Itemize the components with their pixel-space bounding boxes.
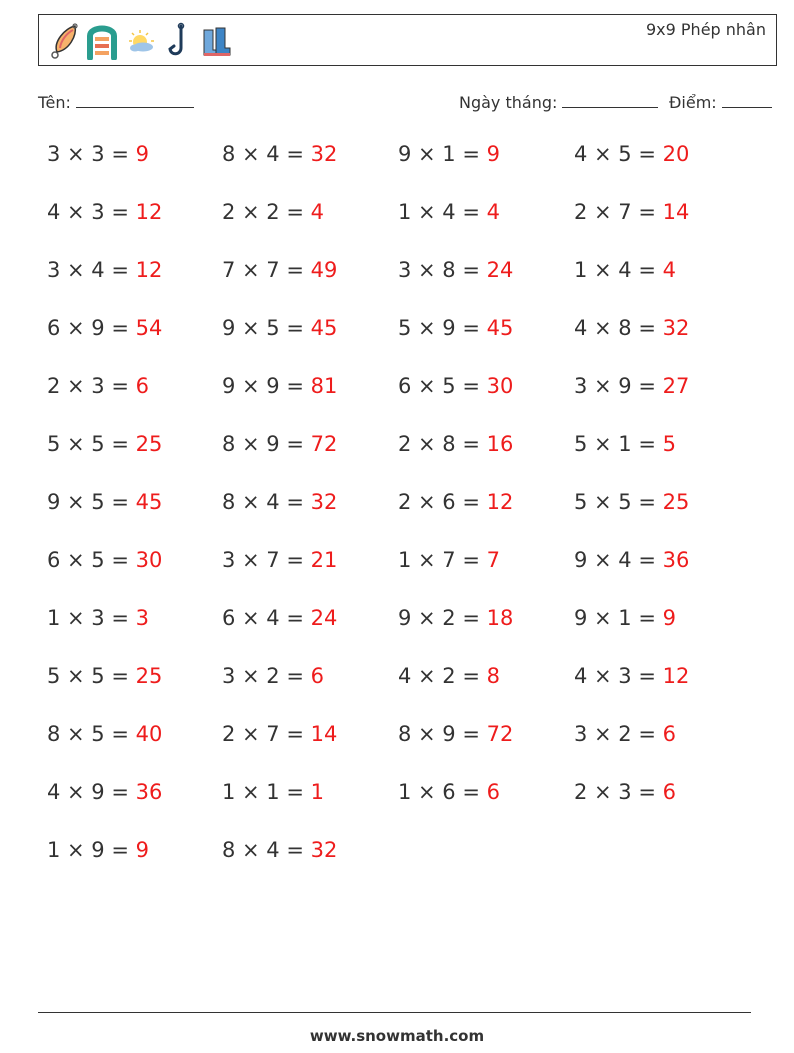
problem-question: 8 × 4 =	[222, 142, 311, 166]
problem-answer: 12	[135, 200, 163, 224]
problem	[398, 258, 513, 282]
problem-question: 1 × 1 =	[222, 780, 311, 804]
problem-question: 9 × 5 =	[222, 316, 311, 340]
inflatable-boat-icon	[85, 22, 119, 60]
problem-answer: 81	[310, 374, 338, 398]
problem-answer: 21	[310, 548, 338, 572]
problem-answer: 25	[135, 432, 163, 456]
problem-answer: 7	[486, 548, 500, 572]
problem-answer: 32	[310, 490, 338, 514]
name-field	[38, 93, 194, 112]
problem	[222, 722, 337, 746]
problem-question: 4 × 2 =	[398, 664, 487, 688]
problem-question: 9 × 4 =	[574, 548, 663, 572]
problem-answer: 30	[486, 374, 514, 398]
score-label: Điểm:	[669, 93, 717, 112]
problem	[47, 722, 162, 746]
problem-answer: 72	[310, 432, 338, 456]
problem-answer: 14	[662, 200, 690, 224]
problem	[398, 548, 500, 572]
problem	[47, 316, 162, 340]
score-field	[669, 93, 772, 112]
problem-question: 2 × 7 =	[574, 200, 663, 224]
problem-answer: 9	[662, 606, 676, 630]
problem-question: 1 × 6 =	[398, 780, 487, 804]
problem	[47, 200, 162, 224]
problem	[222, 664, 324, 688]
problem-question: 3 × 2 =	[222, 664, 311, 688]
problem-question: 1 × 7 =	[398, 548, 487, 572]
problem	[222, 258, 337, 282]
problem-question: 3 × 9 =	[574, 374, 663, 398]
problem-answer: 54	[135, 316, 163, 340]
problem	[398, 374, 513, 398]
problem-answer: 1	[310, 780, 324, 804]
problem-question: 6 × 4 =	[222, 606, 311, 630]
problem	[47, 142, 149, 166]
problem	[574, 316, 689, 340]
fishing-lure-icon	[47, 22, 81, 60]
problem-question: 8 × 5 =	[47, 722, 136, 746]
footer-divider	[38, 1012, 751, 1013]
problem-question: 2 × 7 =	[222, 722, 311, 746]
problem-question: 5 × 5 =	[574, 490, 663, 514]
problem-question: 3 × 8 =	[398, 258, 487, 282]
problem-answer: 49	[310, 258, 338, 282]
date-field	[459, 93, 658, 112]
name-label: Tên:	[38, 93, 71, 112]
worksheet-title: 9x9 Phép nhân	[645, 20, 766, 39]
problem-answer: 32	[310, 838, 338, 862]
problem	[574, 142, 689, 166]
problem-question: 1 × 3 =	[47, 606, 136, 630]
problem	[47, 490, 162, 514]
problem-answer: 36	[662, 548, 690, 572]
problem-answer: 5	[662, 432, 676, 456]
problem-answer: 36	[135, 780, 163, 804]
problem	[222, 780, 324, 804]
problem	[398, 432, 513, 456]
problem	[574, 200, 689, 224]
problem	[47, 374, 149, 398]
problem	[47, 838, 149, 862]
problem-answer: 14	[310, 722, 338, 746]
problem	[222, 142, 337, 166]
problem	[222, 374, 337, 398]
problem	[398, 780, 500, 804]
problem	[574, 722, 676, 746]
problem	[398, 490, 513, 514]
problem	[398, 200, 500, 224]
problem-answer: 45	[135, 490, 163, 514]
fish-hook-icon	[161, 22, 195, 60]
date-label: Ngày tháng:	[459, 93, 558, 112]
problem	[574, 258, 676, 282]
problem	[574, 606, 676, 630]
problem-question: 9 × 2 =	[398, 606, 487, 630]
problem	[222, 316, 337, 340]
header-box	[38, 14, 777, 66]
problem-question: 9 × 1 =	[574, 606, 663, 630]
problem	[398, 142, 500, 166]
problem-question: 3 × 3 =	[47, 142, 136, 166]
problem	[398, 606, 513, 630]
problem-answer: 6	[135, 374, 149, 398]
problem-answer: 4	[310, 200, 324, 224]
problem	[398, 316, 513, 340]
problem-answer: 72	[486, 722, 514, 746]
problem-question: 5 × 5 =	[47, 432, 136, 456]
problem-answer: 12	[486, 490, 514, 514]
problem-question: 2 × 8 =	[398, 432, 487, 456]
problem-question: 1 × 9 =	[47, 838, 136, 862]
problem-question: 6 × 5 =	[398, 374, 487, 398]
problem	[47, 606, 149, 630]
problem-question: 6 × 9 =	[47, 316, 136, 340]
problem-answer: 9	[135, 838, 149, 862]
problem	[222, 606, 337, 630]
problem-answer: 20	[662, 142, 690, 166]
problem-question: 2 × 3 =	[574, 780, 663, 804]
problem-question: 3 × 2 =	[574, 722, 663, 746]
problem-answer: 6	[662, 780, 676, 804]
problem-question: 2 × 3 =	[47, 374, 136, 398]
problem-answer: 40	[135, 722, 163, 746]
problem-question: 8 × 4 =	[222, 490, 311, 514]
problem-answer: 25	[662, 490, 690, 514]
problem-answer: 9	[135, 142, 149, 166]
problem-question: 3 × 7 =	[222, 548, 311, 572]
problem	[574, 374, 689, 398]
problem-question: 8 × 9 =	[398, 722, 487, 746]
problem-answer: 27	[662, 374, 690, 398]
score-blank	[722, 93, 772, 108]
problem-answer: 8	[486, 664, 500, 688]
footer-url: www.snowmath.com	[309, 1027, 485, 1045]
problem	[398, 664, 500, 688]
problem-question: 1 × 4 =	[398, 200, 487, 224]
problem-question: 5 × 9 =	[398, 316, 487, 340]
problem	[222, 838, 337, 862]
problem-answer: 6	[310, 664, 324, 688]
problem-question: 9 × 9 =	[222, 374, 311, 398]
problem-answer: 9	[486, 142, 500, 166]
problem-answer: 12	[662, 664, 690, 688]
problem-answer: 24	[486, 258, 514, 282]
problem-question: 8 × 4 =	[222, 838, 311, 862]
problem-question: 8 × 9 =	[222, 432, 311, 456]
problem	[398, 722, 513, 746]
problem	[222, 490, 337, 514]
problem-answer: 30	[135, 548, 163, 572]
problem-question: 7 × 7 =	[222, 258, 311, 282]
problem-answer: 24	[310, 606, 338, 630]
problem	[47, 780, 162, 804]
problem-answer: 32	[310, 142, 338, 166]
date-blank	[562, 93, 658, 108]
problem-answer: 6	[486, 780, 500, 804]
problem	[574, 490, 689, 514]
problem-answer: 25	[135, 664, 163, 688]
problem-question: 5 × 1 =	[574, 432, 663, 456]
problem	[47, 258, 162, 282]
problem-question: 4 × 3 =	[47, 200, 136, 224]
problem-question: 4 × 8 =	[574, 316, 663, 340]
problem-question: 5 × 5 =	[47, 664, 136, 688]
problem-answer: 3	[135, 606, 149, 630]
problem-answer: 4	[486, 200, 500, 224]
problem	[47, 432, 162, 456]
problem-answer: 6	[662, 722, 676, 746]
problem-question: 4 × 3 =	[574, 664, 663, 688]
problem	[222, 200, 324, 224]
problem-question: 9 × 5 =	[47, 490, 136, 514]
problem-question: 2 × 2 =	[222, 200, 311, 224]
icon-strip	[47, 22, 233, 60]
problem	[47, 664, 162, 688]
problem-answer: 12	[135, 258, 163, 282]
problem	[574, 664, 689, 688]
problem-answer: 18	[486, 606, 514, 630]
problem	[222, 432, 337, 456]
problem	[574, 432, 676, 456]
problem	[47, 548, 162, 572]
problem-question: 4 × 9 =	[47, 780, 136, 804]
rubber-boots-icon	[199, 22, 233, 60]
problem-answer: 45	[486, 316, 514, 340]
problem-question: 6 × 5 =	[47, 548, 136, 572]
problem-answer: 4	[662, 258, 676, 282]
problem-answer: 16	[486, 432, 514, 456]
problem	[574, 548, 689, 572]
sun-cloud-icon	[123, 22, 157, 60]
problem-question: 9 × 1 =	[398, 142, 487, 166]
problem-question: 4 × 5 =	[574, 142, 663, 166]
problem-question: 1 × 4 =	[574, 258, 663, 282]
name-blank	[76, 93, 194, 108]
problem	[574, 780, 676, 804]
problem-question: 3 × 4 =	[47, 258, 136, 282]
problem	[222, 548, 337, 572]
problem-answer: 32	[662, 316, 690, 340]
problem-answer: 45	[310, 316, 338, 340]
problem-question: 2 × 6 =	[398, 490, 487, 514]
